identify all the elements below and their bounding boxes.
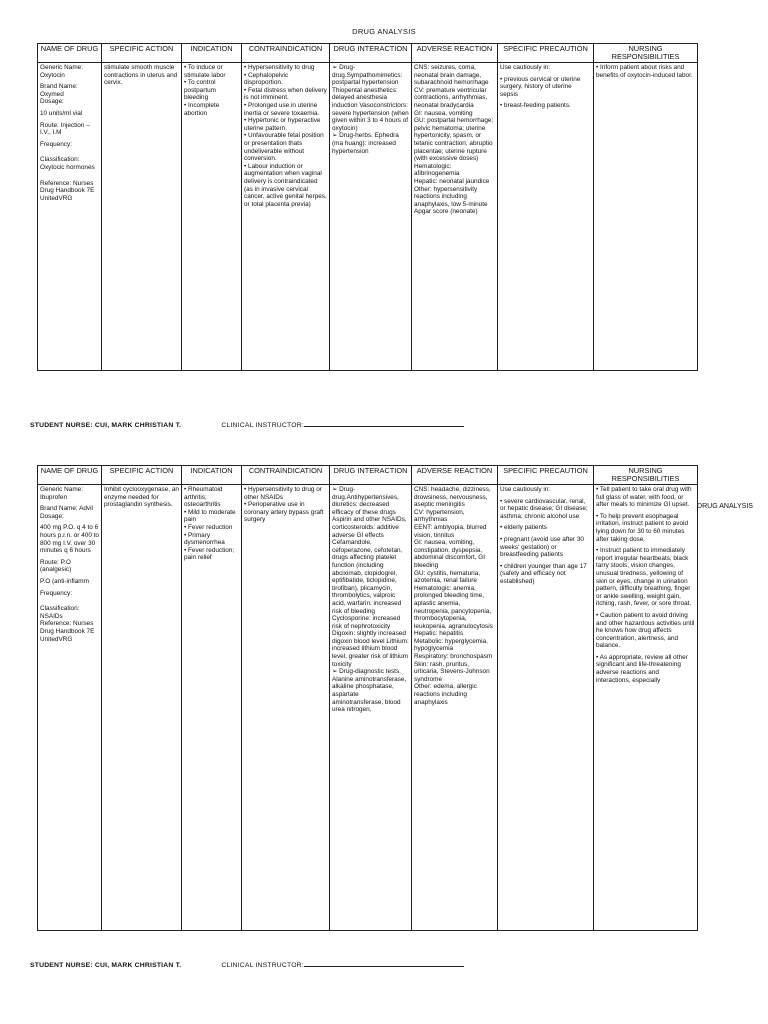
- cell-text: • elderly patients: [500, 524, 547, 532]
- cell-text: Hepatic: neonatal jaundice: [414, 177, 490, 185]
- cell-text: • Caution patient to avoid driving and other hazardous activities until he knows how drug affects concentration, alertness, and balance.: [596, 611, 695, 650]
- cell-text: Reference: Nurses Drug Handbook 7E UnitedVRG: [40, 179, 95, 202]
- cell-text: • Inform patient about risks and benefits of oxytocin-induced labor.: [596, 64, 693, 79]
- cell-specific-action: [102, 63, 182, 371]
- cell-text: ➢ Drug-herbs. Ephedra (ma huang): increased hypertension: [332, 132, 399, 155]
- drug-table-oxytocin: [37, 43, 698, 371]
- cell-text: • Mild to moderate pain: [184, 508, 236, 524]
- cell-contraindication: [242, 63, 330, 371]
- cell-text: 10 units/ml vial: [40, 109, 83, 117]
- footer-signatures: [30, 960, 464, 969]
- cell-text: • severe cardiovascular, renal, or hepatic disease; GI disease; asthma; chronic alcohol use: [500, 497, 588, 520]
- cell-text: Brand Name: Oxymed: [40, 83, 78, 98]
- cell-text: Dosage:: [40, 98, 64, 106]
- cell-specific-action: [102, 485, 182, 931]
- cell-adverse-reaction: [412, 485, 498, 931]
- cell-text: EENT: amblyopia, blurred vision, tinnitus: [414, 523, 487, 539]
- header-contraindication: CONTRAINDICATION: [242, 44, 330, 63]
- cell-text: • pregnant (avoid use after 30 weeks' gestation) or breastfeeding patients: [500, 535, 584, 559]
- cell-text: CV: hypertension, arrhythmias: [414, 508, 465, 524]
- cell-text: Skin: rash, pruritus, urticaria, Stevens-Johnson syndrome: [414, 660, 490, 683]
- header-indication: INDICATION: [182, 466, 242, 485]
- cell-text: • To induce or stimulate labor: [184, 64, 226, 79]
- cell-text: Brand Name: Advil: [40, 505, 93, 513]
- cell-text: ➢ Drug-drug.Sympathomimetics: postpartal hypertension Thiopental anesthetics: delayed anesthesia induction Vasoconstrictors: severe hypertension (when given within 3 to 4 hours of oxytocin): [332, 64, 409, 132]
- cell-text: ➢ Drug-diagnostic tests. Alanine aminotransferase, alkaline phosphatase, aspartate aminotransferase, blood urea nitrogen,: [332, 668, 407, 714]
- cell-text: stimulate smooth muscle contractions in uterus and cervix.: [104, 64, 178, 87]
- cell-text: • Hypersensitivity to drug: [244, 64, 315, 71]
- table-row: [38, 63, 698, 371]
- header-adverse-reaction: ADVERSE REACTION: [412, 466, 498, 485]
- cell-text: Respiratory: bronchospasm: [414, 653, 493, 661]
- clinical-instructor-label: CLINICAL INSTRUCTOR:: [221, 962, 304, 969]
- cell-text: • Incomplete abortion: [184, 101, 220, 117]
- header-nursing-responsibilities: NURSING RESPONSIBILITIES: [594, 466, 698, 485]
- footer-signatures: [30, 420, 464, 429]
- cell-text: GI: nausea, vomiting: [414, 109, 473, 117]
- cell-text: Metabolic: hyperglycemia, hypoglycemia: [414, 637, 488, 653]
- cell-drug-interaction: [330, 63, 412, 371]
- cell-text: • To control postpartum bleeding: [184, 79, 216, 102]
- header-specific-action: SPECIFIC ACTION: [102, 44, 182, 63]
- header-name-of-drug: NAME OF DRUG: [38, 44, 102, 63]
- header-name-of-drug: NAME OF DRUG: [38, 466, 102, 485]
- cell-text: • Instruct patient to immediately report irregular heartbeats, black tarry stools, vision changes, unusual tiredness, yellowing of skin or eyes, change in urination pattern, difficulty breathing, finger or ankle swelling, weight gain, itching, rash, fever, or sore throat.: [596, 547, 692, 608]
- cell-text: GU: cystitis, hematuria, azotemia, renal failure: [414, 569, 481, 585]
- header-contraindication: CONTRAINDICATION: [242, 466, 330, 485]
- table-header-row: [38, 44, 698, 63]
- header-drug-interaction: DRUG INTERACTION: [330, 44, 412, 63]
- cell-text: Classification: NSAIDs: [40, 605, 80, 620]
- cell-contraindication: [242, 485, 330, 931]
- signature-line: [304, 420, 464, 427]
- cell-text: Route: P.O (analgesic): [40, 558, 72, 574]
- cell-text: Use cautiously in:: [500, 64, 551, 71]
- cell-text: Route: Injection – I.V., I.M: [40, 121, 90, 137]
- cell-text: • previous cervical or uterine surgery, history of uterine sepsis: [500, 75, 581, 98]
- header-adverse-reaction: ADVERSE REACTION: [412, 44, 498, 63]
- header-specific-action: SPECIFIC ACTION: [102, 466, 182, 485]
- student-nurse-label: STUDENT NURSE: CUI, MARK CHRISTIAN T.: [30, 962, 182, 969]
- cell-text: Reference: Nurses Drug Handbook 7E UnitedVRG: [40, 620, 95, 643]
- cell-text: CNS: headache, dizziness, drowsiness, nervousness, aseptic meningitis: [414, 486, 491, 509]
- cell-text: CV: premature ventricular contractions, arrhythmias, neonatal bradycardia: [414, 86, 488, 109]
- cell-text: • breast-feeding patients.: [500, 102, 571, 110]
- cell-text: Dosage:: [40, 512, 64, 520]
- cell-text: Use cautiously in:: [500, 486, 551, 493]
- cell-text: CNS: seizures, coma, neonatal brain damage, subarachnoid hemorrhage: [414, 64, 489, 87]
- cell-nursing-responsibilities: [594, 63, 698, 371]
- cell-text: • Hypertonic or hyperactive uterine pattern.: [244, 117, 321, 132]
- cell-text: 400 mg P.O. q 4 to 6 hours p.r.n. or 400 to 800 mg I.V. over 30 minutes q 6 hours: [40, 524, 99, 555]
- cell-adverse-reaction: [412, 63, 498, 371]
- clinical-instructor-label: CLINICAL INSTRUCTOR:: [221, 422, 304, 429]
- cell-text: Classification: Oxytocic hormones: [40, 156, 95, 171]
- cell-text: Generic Name: Oxytocin: [40, 64, 83, 79]
- cell-text: Inhibit cyclooxygenase, an enzyme needed for prostaglandin synthesis.: [104, 486, 179, 509]
- cell-name-of-drug: [38, 485, 102, 931]
- cell-text: • To help prevent esophageal irritation, instruct patient to avoid lying down for 30 to 60 minutes after taking dose.: [596, 512, 688, 543]
- cell-name-of-drug: [38, 63, 102, 371]
- cell-text: • Prolonged use in uterine inertia or severe toxaemia.: [244, 101, 320, 117]
- signature-line: [304, 960, 464, 967]
- cell-text: Hematologic: afibrinogenemia: [414, 162, 460, 178]
- cell-text: Hepatic: hepatitis: [414, 630, 464, 638]
- side-title: DRUG ANALYSIS: [697, 503, 753, 510]
- cell-text: • Cephalopelvic disproportion.: [244, 71, 289, 87]
- cell-text: • Fever reduction; pain relief: [184, 546, 235, 562]
- header-specific-precaution: SPECIFIC PRECAUTION: [498, 44, 594, 63]
- cell-text: • Perioperative use in coronary artery bypass graft surgery: [244, 501, 324, 524]
- table-row: [38, 485, 698, 931]
- table-header-row: [38, 466, 698, 485]
- cell-text: P.O (anti-inflamm: [40, 577, 89, 585]
- cell-text: • As appropriate, review all other significant and life-threatening adverse reactions and interactions, especially: [596, 653, 688, 684]
- cell-specific-precaution: [498, 63, 594, 371]
- cell-text: • Hypersensitivity to drug or other NSAIDs: [244, 486, 322, 501]
- cell-drug-interaction: [330, 485, 412, 931]
- drug-table-ibuprofen: [37, 465, 698, 931]
- header-indication: INDICATION: [182, 44, 242, 63]
- cell-text: • Fever reduction: [184, 523, 233, 531]
- cell-text: GI: nausea, vomiting, constipation, dyspepsia, abdominal discomfort, GI bleeding: [414, 539, 486, 569]
- header-specific-precaution: SPECIFIC PRECAUTION: [498, 466, 594, 485]
- cell-text: • Unfavourable fetal position or presentation thats undeliverable without conversion.: [244, 132, 324, 163]
- student-nurse-label: STUDENT NURSE: CUI, MARK CHRISTIAN T.: [30, 422, 182, 429]
- cell-text: Frequency:: [40, 140, 72, 148]
- cell-text: Other: hypersensitivity reactions including anaphylaxis, low 5-minute Apgar score (neonate): [414, 185, 488, 216]
- header-drug-interaction: DRUG INTERACTION: [330, 466, 412, 485]
- cell-text: • children younger than age 17 (safety and efficacy not established): [500, 562, 587, 585]
- cell-text: • Labour induction or augmentation when vaginal delivery is contraindicated (as in invasive cervical cancer, active genital herpes, or total placenta previa): [244, 162, 327, 208]
- page-title: DRUG ANALYSIS: [352, 27, 416, 36]
- header-nursing-responsibilities: NURSING RESPONSIBILITIES: [594, 44, 698, 63]
- cell-text: • Fetal distress when delivery is not imminent.: [244, 86, 327, 102]
- cell-specific-precaution: [498, 485, 594, 931]
- cell-indication: [182, 63, 242, 371]
- cell-indication: [182, 485, 242, 931]
- cell-nursing-responsibilities: [594, 485, 698, 931]
- cell-text: Other: edema, allergic reactions including anaphylaxis: [414, 683, 477, 706]
- cell-text: Frequency:: [40, 589, 72, 597]
- cell-text: ➢ Drug-drug.Antihypertensives, diuretics: decreased efficacy of these drugs Aspirin and other NSAIDs, corticosteroids: additive adverse GI effects Cefamandole, cefoperazone, cefotetan, drugs affecting platelet function (including abciximab, clopidogrel, eptifibatide, ticlopidine, tirofiban), plicamycin, thrombolytics, valproic acid, warfarin: increased risk of bleeding Cyclosporine: increased risk of nephrotoxicity Digoxin: slightly increased digoxin blood level Lithium: increased lithium blood level, greater risk of lithium toxicity: [332, 486, 409, 668]
- cell-text: • Primary dysmenorrhea: [184, 531, 225, 547]
- cell-text: • Rheumatoid arthritis; osteoarthritis: [184, 486, 223, 509]
- cell-text: GU: postpartal hemorrhage; pelvic hematoma; uterine hypertonicity, spasm, or tetanic contraction; abruptio placentae; uterine rupture (with excessive doses): [414, 117, 494, 163]
- cell-text: • Tell patient to take oral drug with full glass of water, with food, or after meals to minimize GI upset.: [596, 486, 692, 509]
- cell-text: Generic Name: Ibuprofen: [40, 486, 83, 501]
- cell-text: Hematologic: anemia, prolonged bleeding time, aplastic anemia, neutropenia, pancytopenia, thrombocytopenia, leukopenia, agranulocytosis: [414, 584, 493, 630]
